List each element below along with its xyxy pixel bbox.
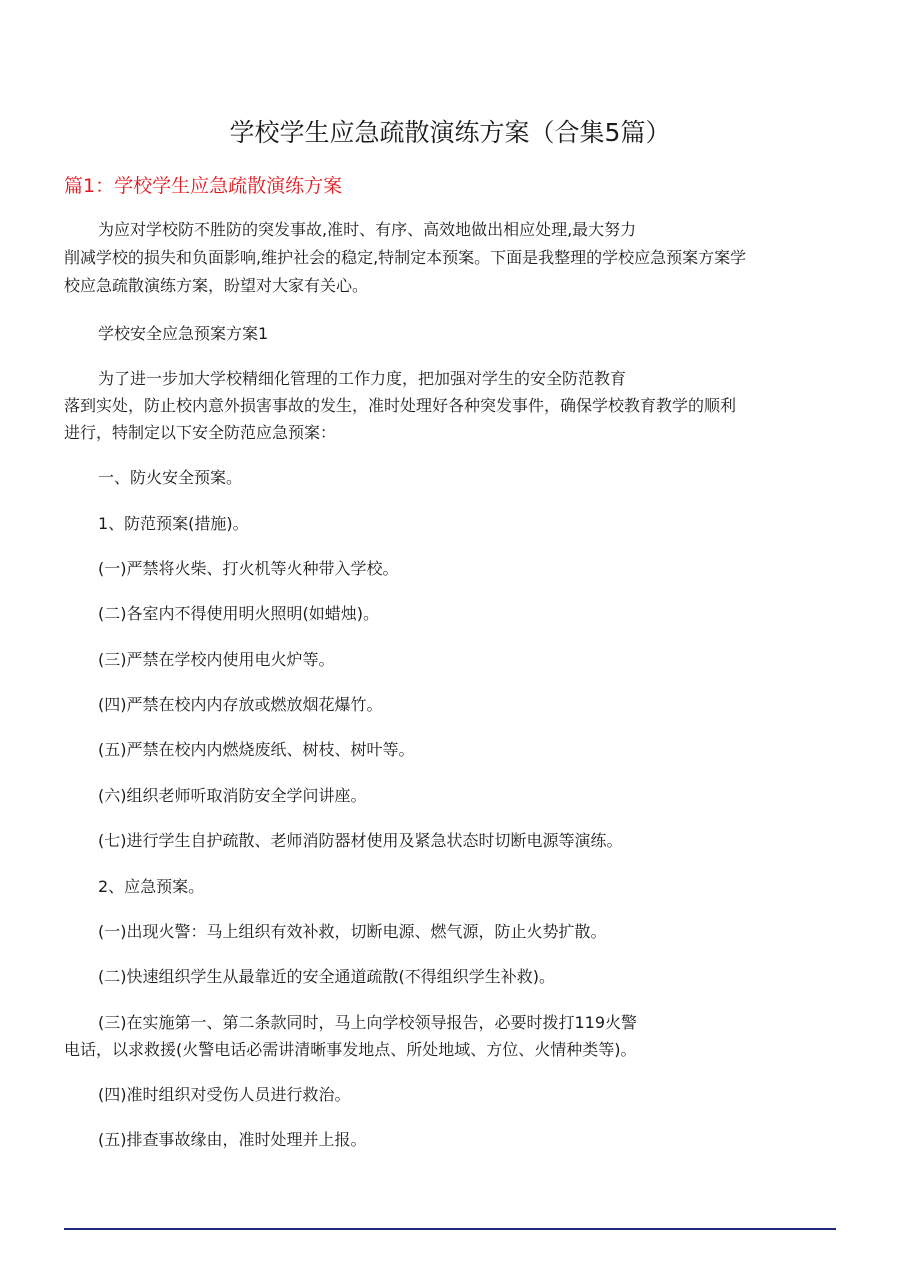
page-title: 学校学生应急疏散演练方案（合集5篇）	[229, 118, 671, 147]
prevention-item-2: (二)各室内不得使用明火照明(如蜡烛)。	[98, 604, 379, 623]
prevention-heading: 1、防范预案(措施)。	[98, 514, 249, 533]
emergency-item-1: (一)出现火警：马上组织有效补救，切断电源、燃气源，防止火势扩散。	[98, 922, 607, 941]
fire-safety-heading: 一、防火安全预案。	[98, 468, 243, 487]
purpose-line-3: 进行，特制定以下安全防范应急预案：	[64, 423, 337, 442]
emergency-item-5: (五)排查事故缘由，准时处理并上报。	[98, 1130, 367, 1149]
subtitle: 学校安全应急预案方案1	[98, 324, 269, 343]
purpose-line-2: 落到实处，防止校内意外损害事故的发生，准时处理好各种突发事件，确保学校教育教学的顺利	[64, 396, 737, 415]
purpose-line-1: 为了进一步加大学校精细化管理的工作力度，把加强对学生的安全防范教育	[98, 369, 627, 388]
prevention-item-5: (五)严禁在校内内燃烧废纸、树枝、树叶等。	[98, 740, 415, 759]
footer-rule	[64, 1228, 836, 1230]
prevention-item-7: (七)进行学生自护疏散、老师消防器材使用及紧急状态时切断电源等演练。	[98, 831, 623, 850]
emergency-heading: 2、应急预案。	[98, 877, 205, 896]
prevention-item-4: (四)严禁在校内内存放或燃放烟花爆竹。	[98, 695, 383, 714]
emergency-item-3-line-2: 电话，以求救援(火警电话必需讲清晰事发地点、所处地域、方位、火情种类等)。	[64, 1040, 637, 1059]
emergency-item-2: (二)快速组织学生从最靠近的安全通道疏散(不得组织学生补救)。	[98, 967, 555, 986]
intro-line-3: 校应急疏散演练方案，盼望对大家有关心。	[64, 276, 369, 295]
prevention-item-1: (一)严禁将火柴、打火机等火种带入学校。	[98, 559, 399, 578]
prevention-item-3: (三)严禁在学校内使用电火炉等。	[98, 650, 335, 669]
intro-line-2: 削减学校的损失和负面影响,维护社会的稳定,特制定本预案。下面是我整理的学校应急预案方案学	[64, 248, 747, 267]
intro-line-1: 为应对学校防不胜防的突发事故,准时、有序、高效地做出相应处理,最大努力	[98, 220, 637, 239]
emergency-item-3-line-1: (三)在实施第一、第二条款同时，马上向学校领导报告，必要时拨打119火警	[98, 1013, 638, 1032]
prevention-item-6: (六)组织老师听取消防安全学问讲座。	[98, 786, 367, 805]
emergency-item-4: (四)准时组织对受伤人员进行救治。	[98, 1085, 351, 1104]
section-heading: 篇1：学校学生应急疏散演练方案	[64, 175, 343, 197]
